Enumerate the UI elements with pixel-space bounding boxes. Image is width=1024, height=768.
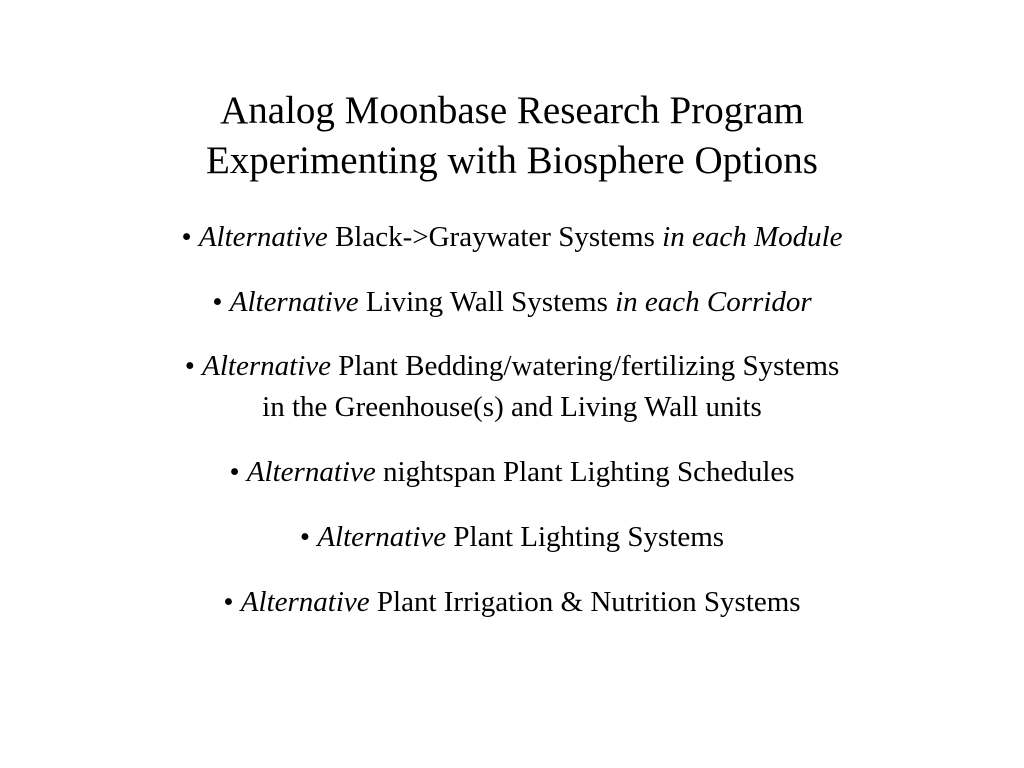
bullet-item [0, 217, 1024, 258]
bullet-prefix: Alternative [229, 286, 359, 318]
bullet-marker: • [223, 586, 234, 618]
bullet-prefix: Alternative [240, 586, 370, 618]
bullet-item [0, 282, 1024, 323]
bullet-prefix: Alternative [202, 350, 331, 382]
bullet-text: Plant Lighting Systems [453, 521, 725, 553]
bullet-suffix: in each Corridor [615, 286, 812, 318]
bullet-suffix: in each Module [662, 221, 843, 253]
bullet-item [0, 582, 1024, 623]
bullet-text: Living Wall Systems [365, 286, 608, 318]
bullet-item [0, 346, 1024, 428]
bullet-prefix: Alternative [317, 521, 447, 553]
bullet-item [0, 452, 1024, 493]
bullet-item [0, 517, 1024, 558]
bullet-row [0, 346, 1024, 387]
bullet-marker: • [181, 221, 192, 253]
bullet-text: Plant Irrigation & Nutrition Systems [376, 586, 801, 618]
title-line-1: Analog Moonbase Research Program [220, 89, 804, 132]
title-line-2: Experimenting with Biosphere Options [205, 139, 818, 182]
bullet-text: Black->Graywater Systems [334, 221, 655, 253]
bullet-marker: • [229, 456, 240, 488]
bullet-marker: • [212, 286, 223, 318]
slide-title [0, 86, 1024, 186]
bullet-prefix: Alternative [198, 221, 328, 253]
bullet-prefix: Alternative [246, 456, 376, 488]
bullet-text: nightspan Plant Lighting Schedules [382, 456, 795, 488]
bullet-marker: • [299, 521, 311, 553]
bullet-continuation: in the Greenhouse(s) and Living Wall units [262, 391, 762, 423]
bullet-text: Plant Bedding/watering/fertilizing Systems [338, 350, 840, 382]
bullet-marker: • [184, 350, 195, 382]
